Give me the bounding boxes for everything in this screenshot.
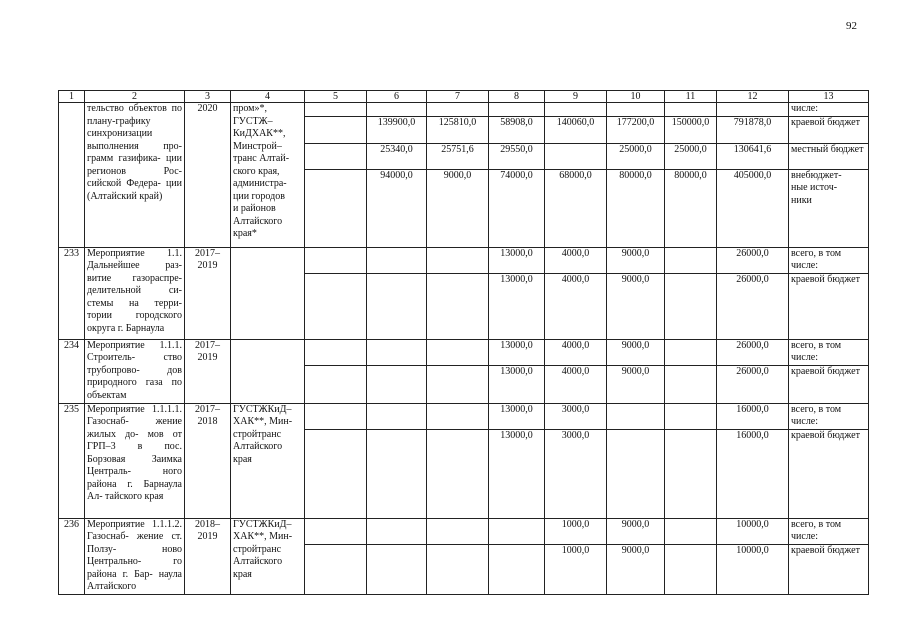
value-cell <box>607 403 665 429</box>
executor-cell: ГУСТЖКиД– ХАК**, Мин- стройтранс Алтайского края <box>231 518 305 594</box>
value-cell: 4000,0 <box>545 365 607 403</box>
row-number: 234 <box>59 339 85 403</box>
funding-source-label: краевой бюджет <box>789 116 869 143</box>
col6-cell <box>367 247 427 273</box>
total-value-cell: 791878,0 <box>717 116 789 143</box>
total-value-cell: 10000,0 <box>717 544 789 594</box>
value-cell: 80000,0 <box>607 169 665 247</box>
header-cell: 9 <box>545 91 607 103</box>
row-number: 235 <box>59 403 85 518</box>
value-cell <box>489 518 545 544</box>
col7-cell <box>427 247 489 273</box>
col5-cell <box>305 429 367 518</box>
period-cell: 2017– 2019 <box>185 247 231 339</box>
col6-cell <box>367 339 427 365</box>
total-value-cell: 26000,0 <box>717 339 789 365</box>
col5-cell <box>305 365 367 403</box>
value-cell: 9000,0 <box>607 365 665 403</box>
row-number: 233 <box>59 247 85 339</box>
value-cell: 13000,0 <box>489 339 545 365</box>
col7-cell <box>427 273 489 339</box>
period-cell: 2020 <box>185 103 231 248</box>
col5-cell <box>305 116 367 143</box>
col12-cell <box>717 103 789 117</box>
executor-cell: пром»*, ГУСТЖ– КиДХАК**, Минстрой– транс Алтай- ского края, администра- ции городов и районов Алтайского края* <box>231 103 305 248</box>
funding-source-label: всего, в том числе: <box>789 518 869 544</box>
funding-source-label: местный бюджет <box>789 143 869 169</box>
col5-cell <box>305 247 367 273</box>
value-cell: 25000,0 <box>607 143 665 169</box>
value-cell: 29550,0 <box>489 143 545 169</box>
col5-cell <box>305 169 367 247</box>
measure-name: тельство объектов по плану-графику синхронизации выполнения про- грамм газифика- ции регионов Рос- сийской Федера- ции (Алтайский край) <box>85 103 185 248</box>
header-cell: 10 <box>607 91 665 103</box>
measure-name: Мероприятие 1.1.1.2. Газоснаб- жение ст. Ползу- ново Центрально- го района г. Бар- наула Алтайского <box>85 518 185 594</box>
header-cell: 4 <box>231 91 305 103</box>
col11-cell <box>665 103 717 117</box>
value-cell: 140060,0 <box>545 116 607 143</box>
table-row <box>59 103 869 117</box>
value-cell: 13000,0 <box>489 247 545 273</box>
col7-cell <box>427 544 489 594</box>
col7-cell <box>427 518 489 544</box>
funding-source-label: краевой бюджет <box>789 429 869 518</box>
measure-name: Мероприятие 1.1. Дальнейшее раз- витие газораспре- делительной си- стемы на терри- тории городского округа г. Барнаула <box>85 247 185 339</box>
total-value-cell: 26000,0 <box>717 365 789 403</box>
total-value-cell: 26000,0 <box>717 247 789 273</box>
header-cell: 2 <box>85 91 185 103</box>
row-number: 236 <box>59 518 85 594</box>
total-value-cell: 16000,0 <box>717 403 789 429</box>
value-cell: 68000,0 <box>545 169 607 247</box>
funding-source-label: всего, в том числе: <box>789 247 869 273</box>
col5-cell <box>305 518 367 544</box>
col10-cell <box>607 103 665 117</box>
header-cell: 1 <box>59 91 85 103</box>
header-cell: 13 <box>789 91 869 103</box>
col6-cell <box>367 403 427 429</box>
header-cell: 3 <box>185 91 231 103</box>
col11-cell <box>665 365 717 403</box>
budget-table <box>58 90 869 595</box>
value-cell: 1000,0 <box>545 518 607 544</box>
header-cell: 11 <box>665 91 717 103</box>
value-cell: 25340,0 <box>367 143 427 169</box>
header-cell: 6 <box>367 91 427 103</box>
value-cell <box>607 429 665 518</box>
period-cell: 2018– 2019 <box>185 518 231 594</box>
row-number <box>59 103 85 248</box>
table-row <box>59 403 869 429</box>
funding-source-label: внебюджет- ные источ- ники <box>789 169 869 247</box>
col11-cell <box>665 429 717 518</box>
funding-source-label: краевой бюджет <box>789 273 869 339</box>
total-value-cell: 130641,6 <box>717 143 789 169</box>
value-cell: 150000,0 <box>665 116 717 143</box>
executor-cell <box>231 339 305 403</box>
total-value-cell: 10000,0 <box>717 518 789 544</box>
page-number: 92 <box>846 20 857 32</box>
col7-cell <box>427 403 489 429</box>
funding-source-label: краевой бюджет <box>789 544 869 594</box>
value-cell: 94000,0 <box>367 169 427 247</box>
col9-cell <box>545 103 607 117</box>
funding-source-label: всего, в том числе: <box>789 403 869 429</box>
measure-name: Мероприятие 1.1.1.1. Газоснаб- жение жилых до- мов от ГРП–3 в пос. Борзовая Заимка Централь- ного района г. Барнаула Ал- тайского края <box>85 403 185 518</box>
header-cell: 12 <box>717 91 789 103</box>
value-cell: 3000,0 <box>545 429 607 518</box>
value-cell: 25000,0 <box>665 143 717 169</box>
executor-cell: ГУСТЖКиД– ХАК**, Мин- стройтранс Алтайского края <box>231 403 305 518</box>
col5-cell <box>305 403 367 429</box>
col6-cell <box>367 518 427 544</box>
col5-cell <box>305 273 367 339</box>
col7-cell <box>427 365 489 403</box>
col5-cell <box>305 339 367 365</box>
col6-cell <box>367 103 427 117</box>
table-row <box>59 518 869 544</box>
col5-cell <box>305 544 367 594</box>
value-cell: 139900,0 <box>367 116 427 143</box>
col11-cell <box>665 339 717 365</box>
col6-cell <box>367 365 427 403</box>
value-cell: 25751,6 <box>427 143 489 169</box>
value-cell: 125810,0 <box>427 116 489 143</box>
value-cell: 4000,0 <box>545 247 607 273</box>
value-cell: 4000,0 <box>545 339 607 365</box>
value-cell: 9000,0 <box>607 544 665 594</box>
col5-cell <box>305 103 367 117</box>
value-cell: 177200,0 <box>607 116 665 143</box>
header-cell: 7 <box>427 91 489 103</box>
value-cell: 80000,0 <box>665 169 717 247</box>
value-cell: 74000,0 <box>489 169 545 247</box>
col6-cell <box>367 544 427 594</box>
header-cell: 5 <box>305 91 367 103</box>
value-cell <box>489 544 545 594</box>
header-cell: 8 <box>489 91 545 103</box>
table-row <box>59 247 869 273</box>
funding-source-label: краевой бюджет <box>789 365 869 403</box>
col6-cell <box>367 273 427 339</box>
period-cell: 2017– 2018 <box>185 403 231 518</box>
value-cell: 13000,0 <box>489 403 545 429</box>
value-cell: 9000,0 <box>607 339 665 365</box>
table-row <box>59 339 869 365</box>
value-cell: 3000,0 <box>545 403 607 429</box>
col6-cell <box>367 429 427 518</box>
value-cell: 9000,0 <box>427 169 489 247</box>
col11-cell <box>665 403 717 429</box>
value-cell: 9000,0 <box>607 247 665 273</box>
col7-cell <box>427 429 489 518</box>
header-row <box>59 91 869 103</box>
col8-cell <box>489 103 545 117</box>
col11-cell <box>665 518 717 544</box>
col7-cell <box>427 103 489 117</box>
col11-cell <box>665 247 717 273</box>
total-value-cell: 405000,0 <box>717 169 789 247</box>
col7-cell <box>427 339 489 365</box>
total-value-cell: 16000,0 <box>717 429 789 518</box>
total-value-cell: 26000,0 <box>717 273 789 339</box>
value-cell <box>545 143 607 169</box>
funding-source-label: всего, в том числе: <box>789 339 869 365</box>
value-cell: 13000,0 <box>489 273 545 339</box>
col5-cell <box>305 143 367 169</box>
value-cell: 9000,0 <box>607 518 665 544</box>
value-cell: 9000,0 <box>607 273 665 339</box>
measure-name: Мероприятие 1.1.1. Строитель- ство трубопрово- дов природного газа по объектам <box>85 339 185 403</box>
value-cell: 1000,0 <box>545 544 607 594</box>
executor-cell <box>231 247 305 339</box>
value-cell: 13000,0 <box>489 365 545 403</box>
col11-cell <box>665 273 717 339</box>
value-cell: 13000,0 <box>489 429 545 518</box>
col11-cell <box>665 544 717 594</box>
value-cell: 58908,0 <box>489 116 545 143</box>
funding-source-label: числе: <box>789 103 869 117</box>
period-cell: 2017– 2019 <box>185 339 231 403</box>
value-cell: 4000,0 <box>545 273 607 339</box>
